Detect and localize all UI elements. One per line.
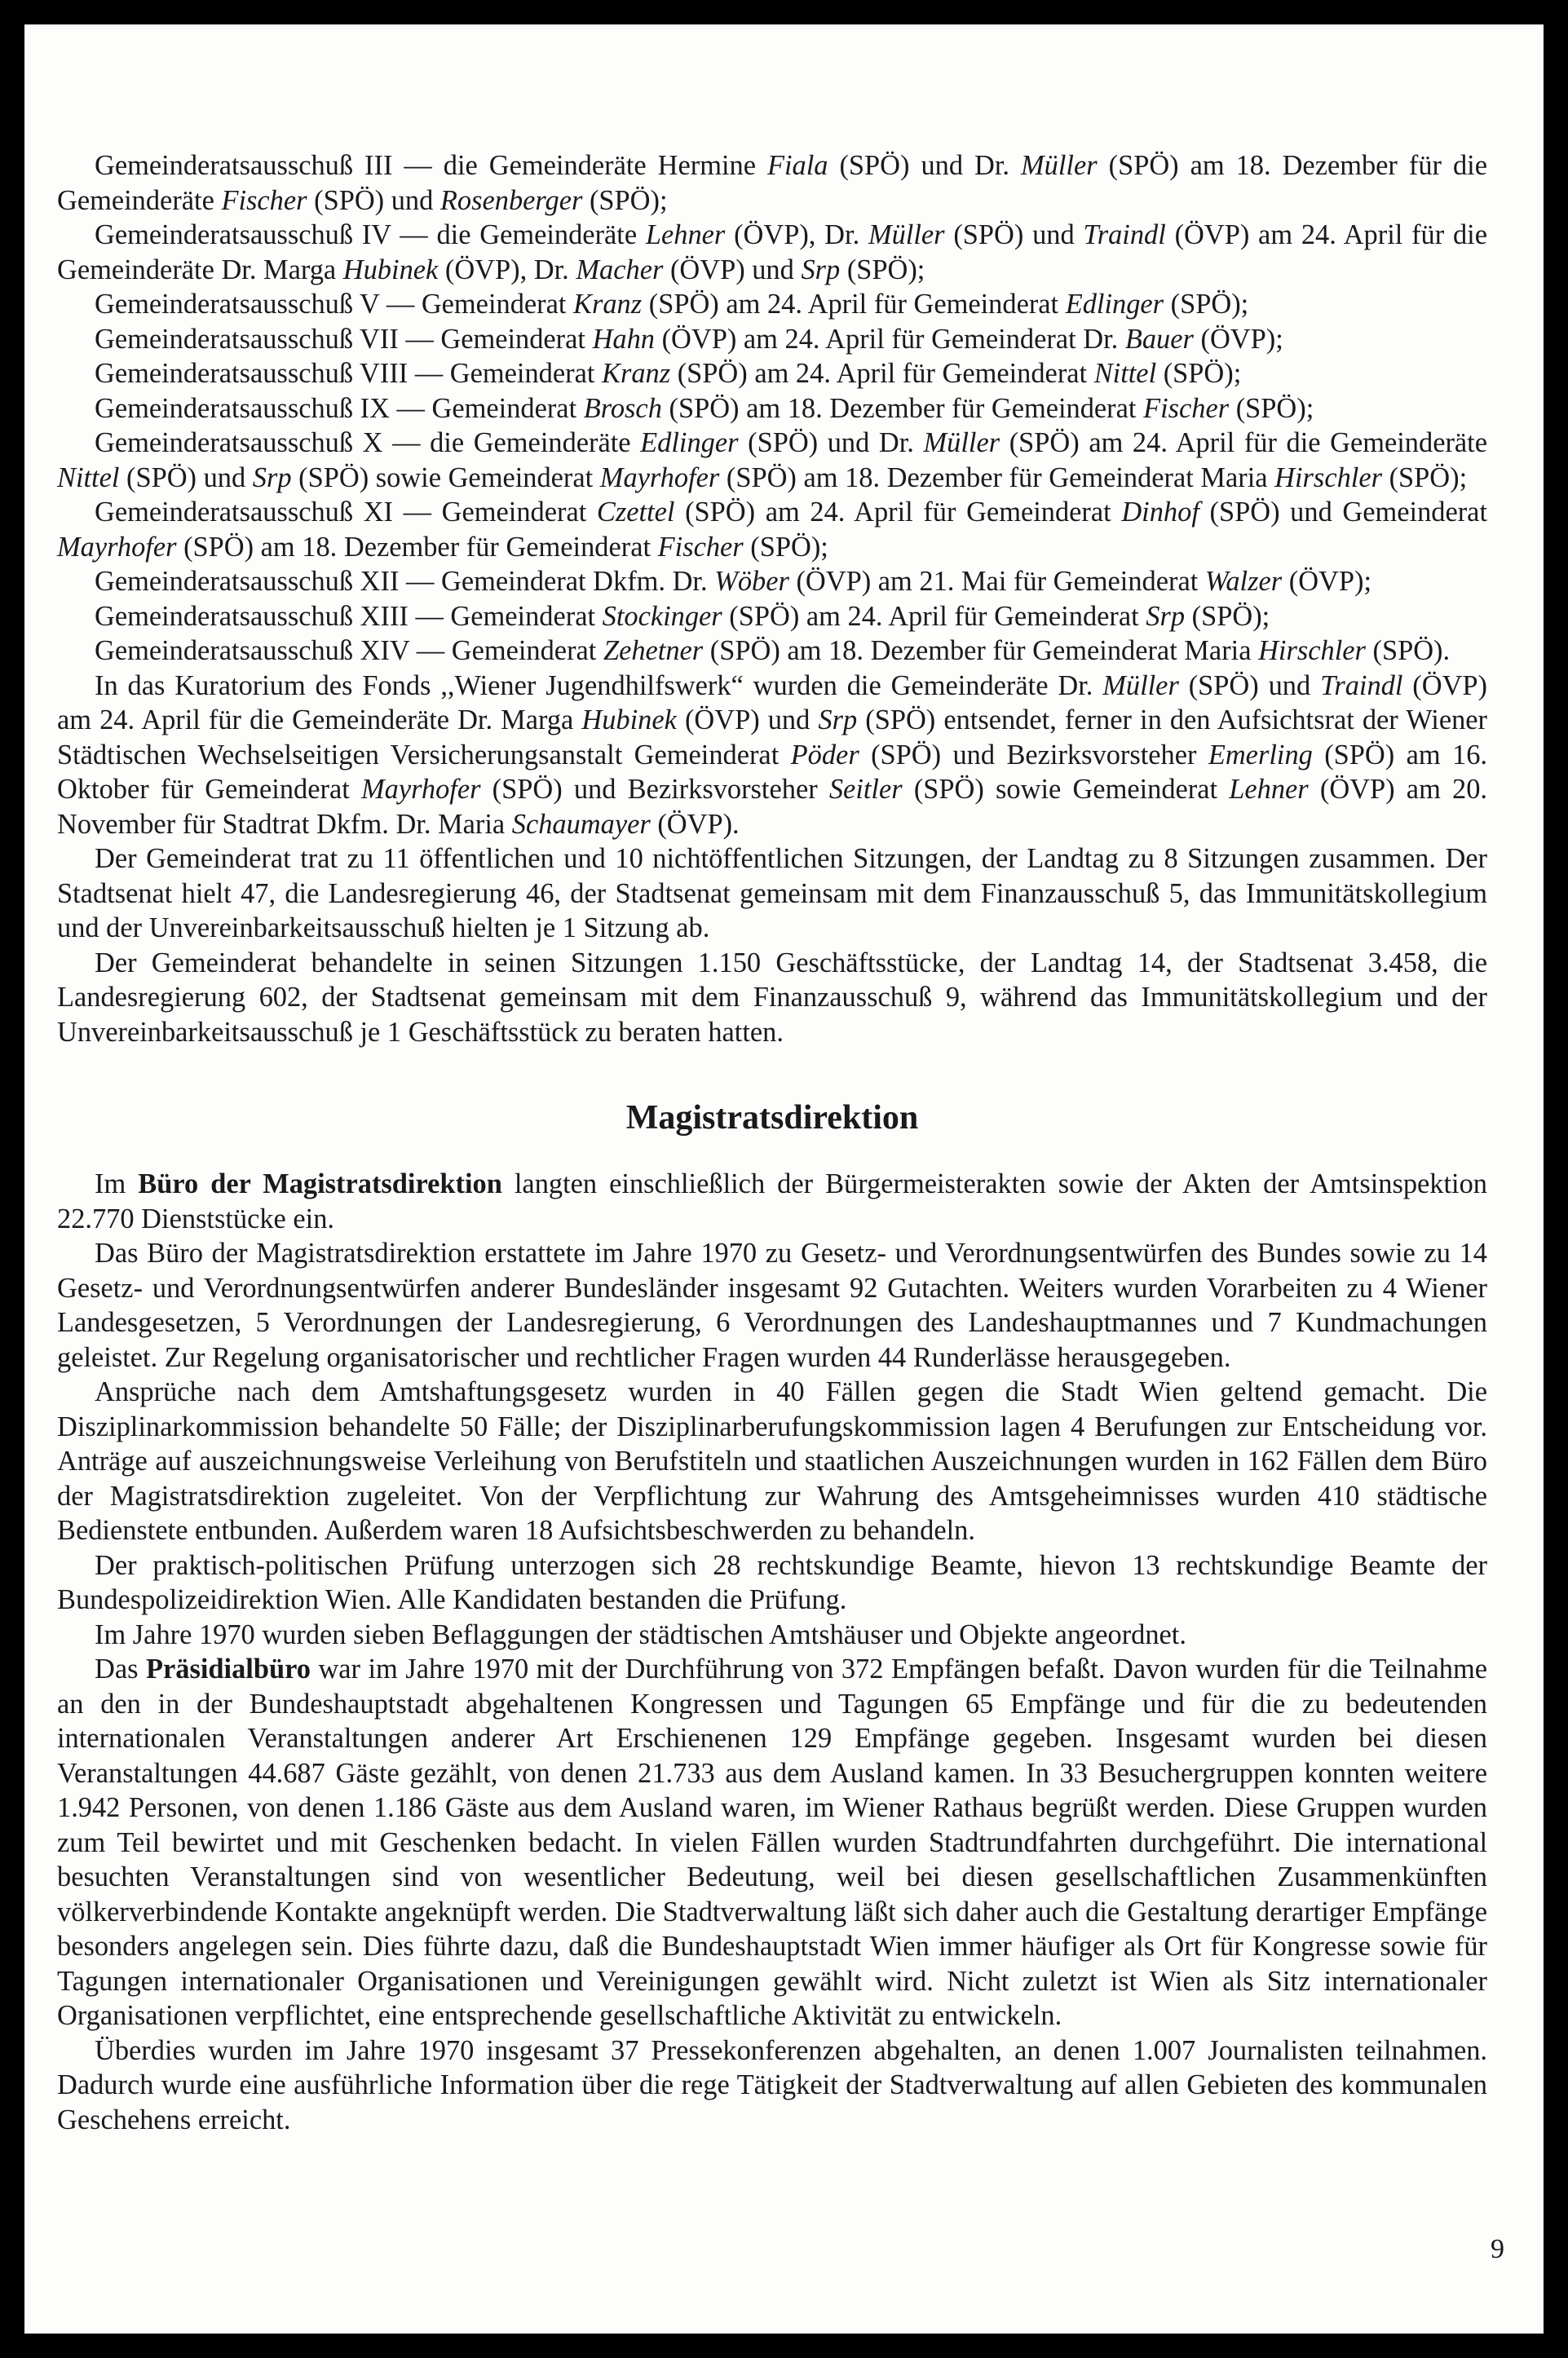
paragraph: Gemeinderatsausschuß VII — Gemeinderat Hahn (ÖVP) am 24. April für Gemeinderat Dr. Bauer (ÖVP); — [95, 323, 1283, 355]
page-number: 9 — [1491, 2234, 1504, 2264]
paragraph: In das Kuratorium des Fonds ,,Wiener Jugendhilfswerk“ wurden die Gemeinderäte Dr. Müller (SPÖ) und Traindl (ÖVP) am 24. April für die Gemeinderäte Dr. Marga Hubinek (ÖVP) und Srp (SPÖ) entsendet, ferner in den Aufsichtsrat der Wiener Städtischen Wechselseitigen Versicherungsanstalt Gemeinderat Pöder (SPÖ) und Bezirksvorsteher Emerling (SPÖ) am 16. Oktober für Gemeinderat Mayrhofer (SPÖ) und Bezirksvorsteher Seitler (SPÖ) sowie Gemeinderat Lehner (ÖVP) am 20. November für Stadtrat Dkfm. Dr. Maria Schaumayer (ÖVP). — [57, 669, 1488, 840]
paragraph: Gemeinderatsausschuß IX — Gemeinderat Brosch (SPÖ) am 18. Dezember für Gemeinderat Fischer (SPÖ); — [95, 392, 1314, 424]
paragraph: Gemeinderatsausschuß XI — Gemeinderat Czettel (SPÖ) am 24. April für Gemeinderat Dinhof (SPÖ) und Gemeinderat Mayrhofer (SPÖ) am 18. Dezember für Gemeinderat Fischer (SPÖ); — [57, 497, 1487, 563]
paragraph: Das Präsidialbüro war im Jahre 1970 mit der Durchführung von 372 Empfängen befaßt. Davon wurden für die Teilnahme an den in der Bundeshauptstadt abgehaltenen Kongressen und Tagungen 65 Empfänge und für die zu bedeutenden internationalen Veranstaltungen anderer Art Erschienenen 129 Empfänge gegeben. Insgesamt wurden bei diesen Veranstaltungen 44.687 Gäste gezählt, von denen 21.733 aus dem Ausland kamen. In 33 Besuchergruppen konnten weitere 1.942 Personen, von denen 1.186 Gäste aus dem Ausland waren, im Wiener Rathaus begrüßt werden. Diese Gruppen wurden zum Teil bewirtet und mit Geschenken bedacht. In vielen Fällen wurden Stadtrundfahrten durchgeführt. Die international besuchten Veranstaltungen sind von wesentlicher Bedeutung, weil bei diesen gesellschaftlichen Zusammenkünften völkerverbindende Kontakte angeknüpft werden. Die Stadtverwaltung läßt sich daher auch die Gestaltung derartiger Empfänge besonders angelegen sein. Dies führte dazu, daß die Bundeshauptstadt Wien immer häufiger als Ort für Kongresse sowie für Tagungen internationaler Organisationen und Vereinigungen gewählt wird. Nicht zuletzt ist Wien als Sitz internationaler Organisationen verpflichtet, eine entsprechende gesellschaftliche Aktivität zu entwickeln. — [57, 1654, 1487, 2031]
body-text — [57, 148, 1487, 2137]
paragraph: Der Gemeinderat behandelte in seinen Sitzungen 1.150 Geschäftsstücke, der Landtag 14, der Stadtsenat 3.458, die Landesregierung 602, der Stadtsenat gemeinsam mit dem Finanzausschuß 9, während das Immunitätskollegium und der Unvereinbarkeitsausschuß je 1 Geschäftsstück zu beraten hatten. — [57, 947, 1487, 1048]
paragraph: Gemeinderatsausschuß III — die Gemeinderäte Hermine Fiala (SPÖ) und Dr. Müller (SPÖ) am 18. Dezember für die Gemeinderäte Fischer (SPÖ) und Rosenberger (SPÖ); — [57, 150, 1487, 216]
paragraph: Gemeinderatsausschuß V — Gemeinderat Kranz (SPÖ) am 24. April für Gemeinderat Edlinger (SPÖ); — [95, 289, 1249, 320]
paragraph: Gemeinderatsausschuß IV — die Gemeinderäte Lehner (ÖVP), Dr. Müller (SPÖ) und Traindl (ÖVP) am 24. April für die Gemeinderäte Dr. Marga Hubinek (ÖVP), Dr. Macher (ÖVP) und Srp (SPÖ); — [57, 219, 1487, 285]
magistrate-section — [57, 1167, 1487, 2137]
paragraph: Gemeinderatsausschuß XIV — Gemeinderat Zehetner (SPÖ) am 18. Dezember für Gemeinderat Maria Hirschler (SPÖ). — [95, 635, 1451, 666]
document-page — [24, 24, 1544, 2334]
paragraph: Gemeinderatsausschuß VIII — Gemeinderat Kranz (SPÖ) am 24. April für Gemeinderat Nittel (SPÖ); — [95, 358, 1242, 389]
paragraph: Gemeinderatsausschuß XII — Gemeinderat Dkfm. Dr. Wöber (ÖVP) am 21. Mai für Gemeinderat Walzer (ÖVP); — [95, 566, 1371, 597]
paragraph: Der praktisch-politischen Prüfung unterzogen sich 28 rechtskundige Beamte, hievon 13 rechtskundige Beamte der Bundespolizeidirektion Wien. Alle Kandidaten bestanden die Prüfung. — [57, 1549, 1487, 1615]
paragraph: Im Jahre 1970 wurden sieben Beflaggungen der städtischen Amtshäuser und Objekte angeordnet. — [95, 1618, 1186, 1650]
paragraph: Ansprüche nach dem Amtshaftungsgesetz wurden in 40 Fällen gegen die Stadt Wien geltend gemacht. Die Disziplinarkommission behandelte 50 Fälle; der Disziplinarberufungskommission lagen 4 Berufungen zur Entscheidung vor. Anträge auf auszeichnungsweise Verleihung von Berufstiteln und staatlichen Auszeichnungen wurden in 162 Fällen dem Büro der Magistratsdirektion zugeleitet. Von der Verpflichtung zur Wahrung des Amtsgeheimnisses wurden 410 städtische Bedienstete entbunden. Außerdem waren 18 Aufsichtsbeschwerden zu behandeln. — [57, 1376, 1487, 1546]
paragraph: Der Gemeinderat trat zu 11 öffentlichen und 10 nichtöffentlichen Sitzungen, der Landtag zu 8 Sitzungen zusammen. Der Stadtsenat hielt 47, die Landesregierung 46, der Stadtsenat gemeinsam mit dem Finanzausschuß 5, das Immunitätskollegium und der Unvereinbarkeitsausschuß hielten je 1 Sitzung ab. — [57, 843, 1487, 943]
section-heading: Magistratsdirektion — [625, 1099, 919, 1137]
committee-section — [57, 148, 1487, 1049]
paragraph: Gemeinderatsausschuß X — die Gemeinderäte Edlinger (SPÖ) und Dr. Müller (SPÖ) am 24. April für die Gemeinderäte Nittel (SPÖ) und Srp (SPÖ) sowie Gemeinderat Mayrhofer (SPÖ) am 18. Dezember für Gemeinderat Maria Hirschler (SPÖ); — [57, 427, 1487, 493]
paragraph: Gemeinderatsausschuß XIII — Gemeinderat Stockinger (SPÖ) am 24. April für Gemeinderat Srp (SPÖ); — [95, 600, 1270, 632]
paragraph: Überdies wurden im Jahre 1970 insgesamt 37 Pressekonferenzen abgehalten, an denen 1.007 Journalisten teilnahmen. Dadurch wurde eine ausführliche Information über die rege Tätigkeit der Stadtverwaltung auf allen Gebieten des kommunalen Geschehens erreicht. — [57, 2034, 1487, 2135]
paragraph: Das Büro der Magistratsdirektion erstattete im Jahre 1970 zu Gesetz- und Verordnungsentwürfen des Bundes sowie zu 14 Gesetz- und Verordnungsentwürfen anderer Bundesländer insgesamt 92 Gutachten. Weiters wurden Vorarbeiten zu 4 Wiener Landesgesetzen, 5 Verordnungen der Landesregierung, 6 Verordnungen des Landeshauptmannes und 7 Kundmachungen geleistet. Zur Regelung organisatorischer und rechtlicher Fragen wurden 44 Runderlässe herausgegeben. — [57, 1238, 1487, 1373]
paragraph: Im Büro der Magistratsdirektion langten einschließlich der Bürgermeisterakten sowie der Akten der Amtsinspektion 22.770 Dienststücke ein. — [57, 1168, 1487, 1234]
